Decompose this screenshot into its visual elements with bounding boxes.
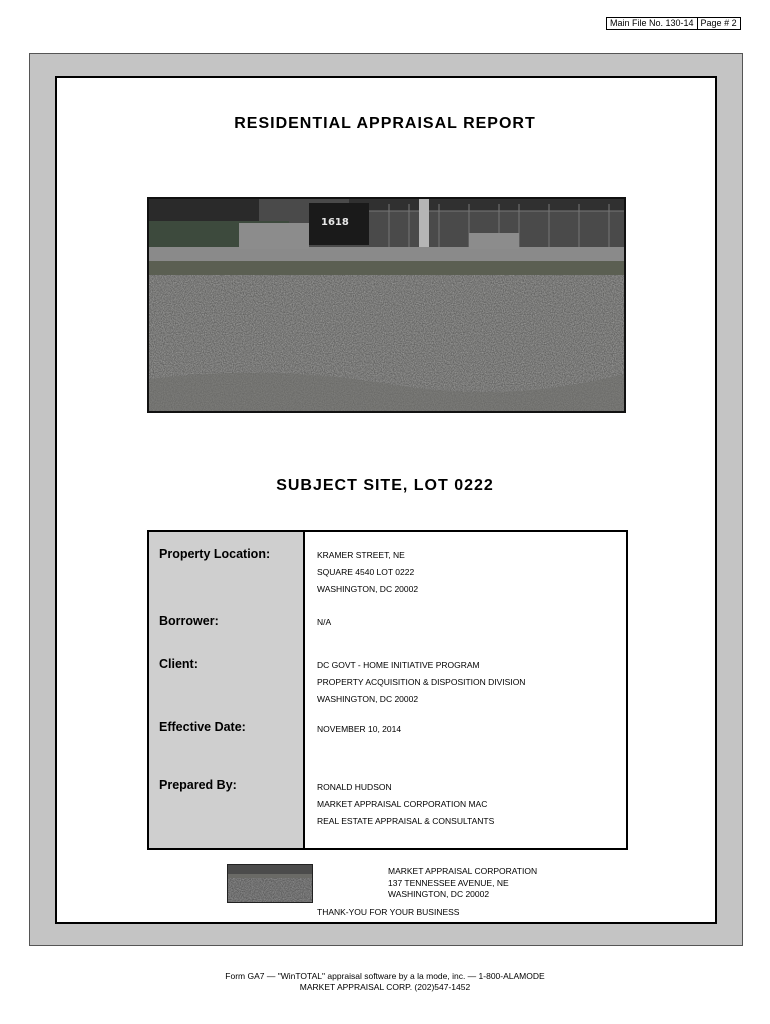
company-address (388, 866, 537, 901)
client-line: DC GOVT - HOME INITIATIVE PROGRAM (317, 660, 480, 670)
client-value (317, 657, 525, 708)
photo-sign-number: 1618 (321, 217, 349, 228)
borrower-line: N/A (317, 617, 332, 627)
report-title: RESIDENTIAL APPRAISAL REPORT (234, 115, 536, 132)
prepared-by-line: MARKET APPRAISAL CORPORATION MAC (317, 799, 488, 809)
effective-date-label: Effective Date: (159, 720, 246, 734)
footer-thumbnail-photo (227, 864, 313, 903)
company-line: MARKET APPRAISAL CORPORATION (388, 866, 538, 876)
company-line: 137 TENNESSEE AVENUE, NE (388, 877, 509, 888)
form-footer-line-1: Form GA7 — "WinTOTAL" appraisal software by a la mode, inc. — 1-800-ALAMODE (225, 971, 545, 981)
client-line: PROPERTY ACQUISITION & DISPOSITION DIVISION (317, 677, 526, 687)
form-footer (0, 971, 770, 993)
file-number-box (606, 17, 741, 30)
prepared-by-value (317, 779, 494, 830)
form-footer-line-2: MARKET APPRAISAL CORP. (202)547-1452 (299, 982, 471, 992)
main-file-number: Main File No. 130-14 (610, 18, 694, 28)
client-line: WASHINGTON, DC 20002 (317, 694, 419, 704)
thank-you-text: THANK-YOU FOR YOUR BUSINESS (317, 907, 460, 917)
client-label: Client: (159, 657, 198, 671)
page-number: Page # 2 (697, 18, 740, 29)
info-labels-column (149, 532, 305, 848)
prepared-by-line: RONALD HUDSON (317, 782, 392, 792)
borrower-value (317, 614, 331, 631)
property-location-label: Property Location: (159, 547, 271, 561)
property-location-line: SQUARE 4540 LOT 0222 (317, 567, 415, 577)
prepared-by-line: REAL ESTATE APPRAISAL & CONSULTANTS (317, 816, 495, 826)
property-location-line: WASHINGTON, DC 20002 (317, 584, 419, 594)
property-info-table (147, 530, 628, 850)
borrower-label: Borrower: (159, 614, 219, 628)
effective-date-value (317, 721, 401, 738)
subject-title: SUBJECT SITE, LOT 0222 (276, 477, 494, 494)
subject-site-photo (147, 197, 626, 413)
prepared-by-label: Prepared By: (159, 778, 237, 792)
property-location-value (317, 547, 418, 598)
company-line: WASHINGTON, DC 20002 (388, 889, 490, 899)
info-values-column (305, 532, 626, 848)
property-location-line: KRAMER STREET, NE (317, 550, 405, 560)
effective-date-line: NOVEMBER 10, 2014 (317, 724, 402, 734)
